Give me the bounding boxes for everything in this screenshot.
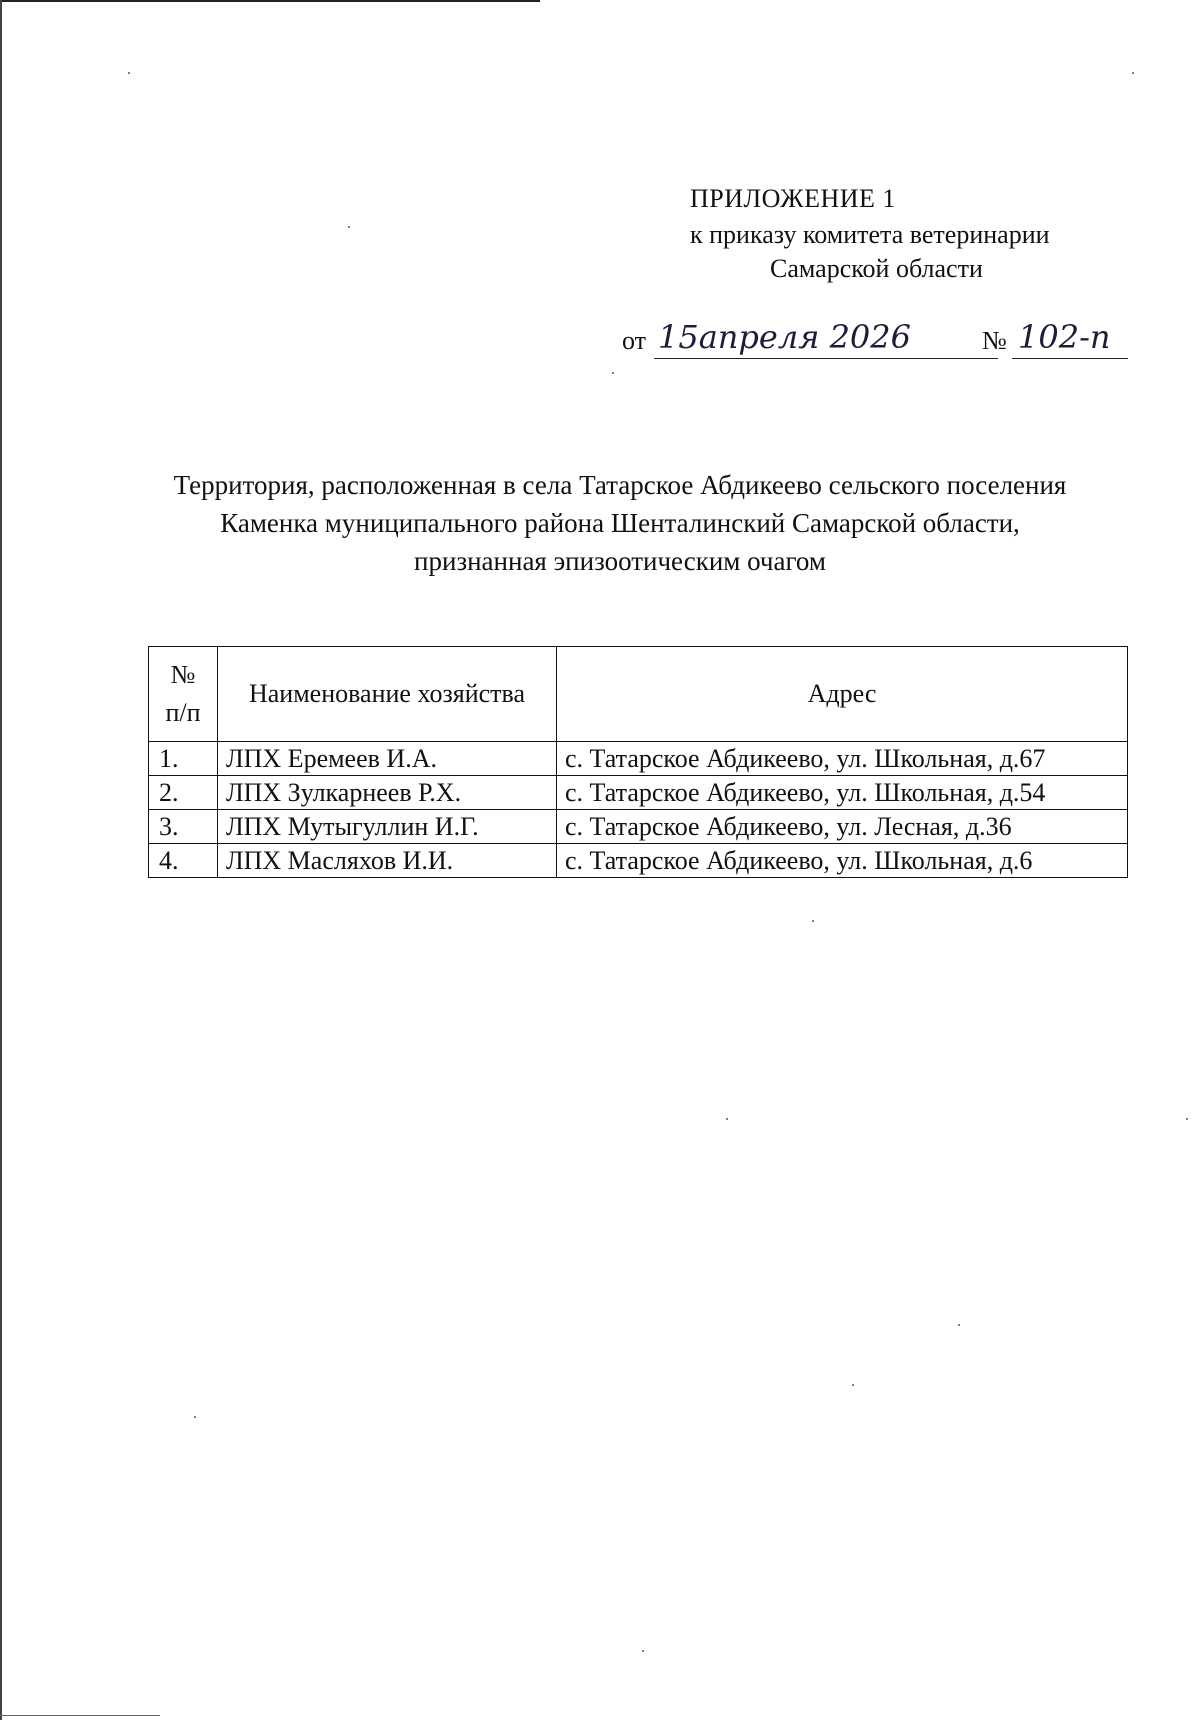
row-address: с. Татарское Абдикеево, ул. Лесная, д.36 xyxy=(557,810,1128,844)
table-row xyxy=(149,742,1128,776)
table-row xyxy=(149,776,1128,810)
scan-edge-left xyxy=(0,0,2,1720)
households-table xyxy=(148,646,1128,878)
scan-speck xyxy=(612,372,614,374)
date-prefix: от xyxy=(622,326,647,355)
table-row xyxy=(149,810,1128,844)
row-address: с. Татарское Абдикеево, ул. Школьная, д.67 xyxy=(557,742,1128,776)
scan-edge-top xyxy=(0,0,540,2)
handwritten-order-number: 102-п xyxy=(1012,318,1128,359)
header-number xyxy=(149,647,218,742)
scan-speck xyxy=(852,1384,854,1386)
header-number-abbr: п/п xyxy=(165,698,201,727)
appendix-region-line: Самарской области xyxy=(770,254,983,283)
number-sign: № xyxy=(982,326,1007,355)
scan-edge-bottom xyxy=(0,1715,160,1716)
header-number-sign: № xyxy=(170,660,196,689)
table-header-row xyxy=(149,647,1128,742)
appendix-title: ПРИЛОЖЕНИЕ 1 xyxy=(690,184,896,213)
row-number: 3. xyxy=(149,810,218,844)
scan-speck xyxy=(1132,72,1134,74)
scan-speck xyxy=(1186,1118,1188,1120)
scan-speck xyxy=(642,1650,644,1652)
row-address: с. Татарское Абдикеево, ул. Школьная, д.6 xyxy=(557,844,1128,878)
handwritten-order-date: 15апреля 2026 xyxy=(654,318,998,359)
scan-speck xyxy=(348,226,350,228)
row-number: 4. xyxy=(149,844,218,878)
document-title-line-1: Территория, расположенная в села Татарское Абдикеево сельского поселения xyxy=(173,470,1067,500)
row-household-name: ЛПХ Зулкарнеев Р.Х. xyxy=(218,776,557,810)
row-address: с. Татарское Абдикеево, ул. Школьная, д.54 xyxy=(557,776,1128,810)
document-title-line-3: признанная эпизоотическим очагом xyxy=(414,546,826,576)
header-address: Адрес xyxy=(557,647,1128,742)
row-household-name: ЛПХ Еремеев И.А. xyxy=(218,742,557,776)
scan-speck xyxy=(128,72,130,74)
document-title-line-2: Каменка муниципального района Шенталинский Самарской области, xyxy=(220,508,1020,538)
row-number: 2. xyxy=(149,776,218,810)
scan-speck xyxy=(726,1118,728,1120)
table-row xyxy=(149,844,1128,878)
header-household-name: Наименование хозяйства xyxy=(218,647,557,742)
scan-speck xyxy=(812,920,814,922)
appendix-reference-line: к приказу комитета ветеринарии xyxy=(690,220,1050,249)
order-date-number-row xyxy=(622,318,1142,366)
scan-speck xyxy=(194,1416,196,1418)
row-number: 1. xyxy=(149,742,218,776)
row-household-name: ЛПХ Масляхов И.И. xyxy=(218,844,557,878)
row-household-name: ЛПХ Мутыгуллин И.Г. xyxy=(218,810,557,844)
scan-speck xyxy=(958,1324,960,1326)
